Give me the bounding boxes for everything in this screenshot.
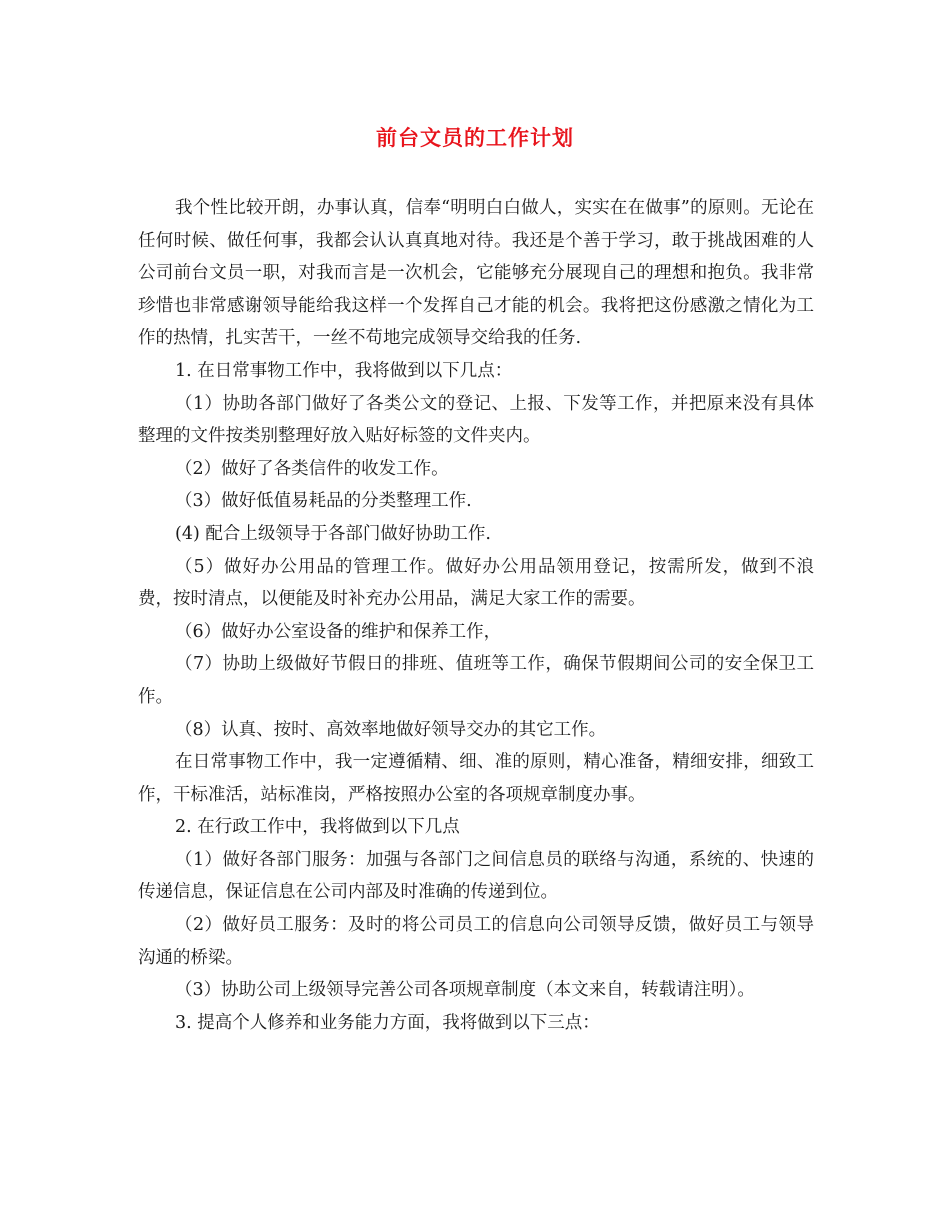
list-item: （7）协助上级做好节假日的排班、值班等工作，确保节假期间公司的安全保卫工作。: [138, 654, 814, 707]
section-2-heading: 2. 在行政工作中，我将做到以下几点: [175, 817, 460, 838]
page-title: 前台文员的工作计划: [376, 125, 574, 150]
list-item: （5）做好办公用品的管理工作。做好办公用品领用登记，按需所发，做到不浪费，按时清点，以便能及时补充办公用品，满足大家工作的需要。: [138, 556, 814, 610]
list-item: （6）做好办公室设备的维护和保养工作，: [175, 621, 502, 642]
list-item: （1）做好各部门服务：加强与各部门之间信息员的联络与沟通，系统的、快速的传递信息，保证信息在公司内部及时准确的传递到位。: [138, 849, 814, 903]
section-3-heading: 3. 提高个人修养和业务能力方面，我将做到以下三点：: [175, 1012, 600, 1033]
list-item: （3）协助公司上级领导完善公司各项规章制度（本文来自，转载请注明）。: [175, 980, 755, 1001]
list-item: （2）做好了各类信件的收发工作。: [175, 458, 449, 479]
summary-paragraph: 在日常事物工作中，我一定遵循精、细、准的原则，精心准备，精细安排，细致工作，干标准活，站标准岗，严格按照办公室的各项规章制度办事。: [138, 752, 814, 805]
section-1-heading: 1. 在日常事物工作中，我将做到以下几点：: [175, 360, 513, 381]
intro-paragraph: 我个性比较开朗，办事认真，信奉“明明白白做人，实实在在做事”的原则。无论在任何时候、做任何事，我都会认认真真地对待。我还是个善于学习，敢于挑战困难的人公司前台文员一职，对我而言是一次机会，它能够充分展现自己的理想和抱负。我非常珍惜也非常感谢领导能给我这样一个发挥自己才能的机会。我将把这份感激之情化为工作的热情，扎实苦干，一丝不苟地完成领导交给我的任务.: [138, 198, 814, 349]
list-item: （3）做好低值易耗品的分类整理工作.: [175, 491, 472, 512]
list-item: （2）做好员工服务：及时的将公司员工的信息向公司领导反馈，做好员工与领导沟通的桥梁。: [138, 915, 814, 968]
list-item: （8）认真、按时、高效率地做好领导交办的其它工作。: [175, 719, 607, 740]
list-item: (4) 配合上级领导于各部门做好协助工作.: [175, 523, 491, 544]
list-item: （1）协助各部门做好了各类公文的登记、上报、下发等工作，并把原来没有具体整理的文件按类别整理好放入贴好标签的文件夹内。: [138, 393, 814, 447]
document-body: [138, 192, 814, 1039]
